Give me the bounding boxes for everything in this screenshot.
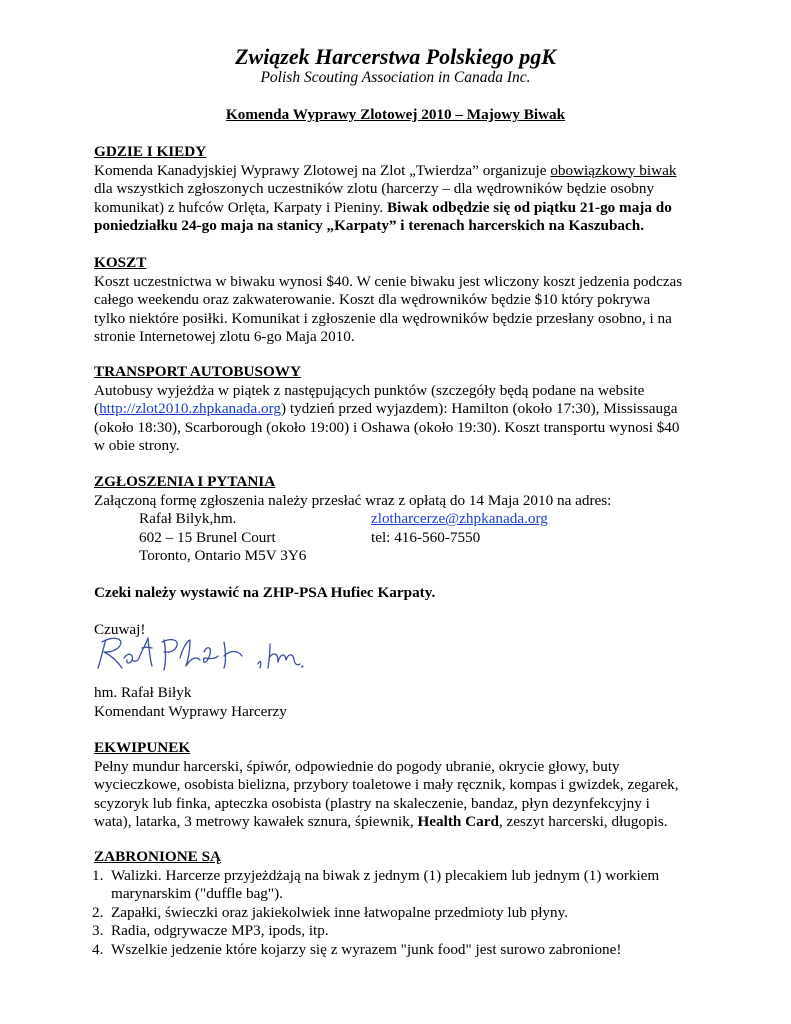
list-item-number: 4. bbox=[92, 940, 104, 958]
list-item-number: 2. bbox=[92, 903, 104, 921]
section-title-cost: KOSZT bbox=[94, 254, 147, 271]
mandatory-bivouac-underlined: obowiązkowy biwak bbox=[550, 161, 677, 179]
list-item bbox=[94, 922, 734, 941]
transport-line-1: Autobusy wyjeżdża w piątek z następujących punktów (szczegóły będą podane na website bbox=[94, 381, 645, 399]
transport-paren: ( bbox=[94, 400, 100, 418]
bivouac-location-bold: poniedziałku 24-go maja na stanicy „Karpaty” i terenach harcerskich na Kaszubach. bbox=[94, 217, 645, 235]
address-row-1 bbox=[94, 510, 734, 529]
section-applications bbox=[94, 473, 734, 566]
list-item-text-continued: marynarskim ("duffle bag"). bbox=[111, 885, 283, 903]
section-title-equipment: EKWIPUNEK bbox=[94, 739, 191, 756]
cheques-note: Czeki należy wystawić na ZHP-PSA Hufiec Karpaty. bbox=[94, 584, 436, 601]
equipment-text-4b: , zeszyt harcerski, długopis. bbox=[498, 813, 668, 831]
bivouac-dates-bold: Biwak odbędzie się od piątku 21-go maja do bbox=[386, 198, 672, 216]
organization-title: Związek Harcerstwa Polskiego pgK bbox=[235, 44, 556, 69]
list-item bbox=[94, 941, 734, 960]
cost-line: Koszt uczestnictwa w biwaku wynosi $40. W cenie biwaku jest wliczony koszt jedzenia podczas bbox=[94, 272, 683, 290]
contact-street: 602 – 15 Brunel Court bbox=[139, 528, 276, 546]
contact-name: Rafał Bilyk,hm. bbox=[139, 510, 237, 528]
where-when-line-4 bbox=[94, 217, 734, 236]
where-when-text-3: komunikat) z hufców Orlęta, Karpaty i Pieniny. bbox=[94, 198, 387, 216]
equipment-line-2: wycieczkowe, osobista bielizna, przybory toaletowe i mały ręcznik, kompas i gwizdek, zegarek, bbox=[94, 776, 679, 794]
list-item-text: Wszelkie jedzenie które kojarzy się z wyrazem "junk food" jest surowo zabronione! bbox=[111, 940, 622, 958]
contact-email-link[interactable]: zlotharcerze@zhpkanada.org bbox=[371, 510, 548, 528]
health-card-bold: Health Card bbox=[417, 813, 499, 831]
list-item-text: Walizki. Harcerze przyjeżdżają na biwak z jednym (1) plecakiem lub jednym (1) workiem bbox=[111, 866, 660, 884]
where-when-text-1: Komenda Kanadyjskiej Wyprawy Zlotowej na Zlot „Twierdza” organizuje bbox=[94, 161, 551, 179]
cost-line: stronie Internetowej zlotu 6-go Maja 2010. bbox=[94, 328, 355, 346]
contact-phone: tel: 416-560-7550 bbox=[371, 528, 481, 546]
forbidden-list bbox=[94, 867, 734, 960]
address-row-2 bbox=[94, 529, 734, 548]
equipment-line-4 bbox=[94, 813, 734, 832]
section-equipment bbox=[94, 739, 734, 832]
signatory-name: hm. Rafał Biłyk bbox=[94, 684, 192, 701]
section-cost bbox=[94, 254, 734, 347]
address-row-3 bbox=[94, 547, 734, 566]
transport-line-4: w obie strony. bbox=[94, 437, 180, 455]
equipment-text-4a: wata), latarka, 3 metrowy kawałek sznura, śpiewnik, bbox=[94, 813, 418, 831]
website-link[interactable]: http://zlot2010.zhpkanada.org bbox=[99, 400, 281, 418]
transport-line-2 bbox=[94, 400, 734, 419]
list-item-number: 1. bbox=[92, 866, 104, 884]
list-item-number: 3. bbox=[92, 922, 104, 940]
section-forbidden bbox=[94, 848, 734, 960]
contact-city: Toronto, Ontario M5V 3Y6 bbox=[139, 547, 307, 565]
equipment-line-1: Pełny mundur harcerski, śpiwór, odpowiednie do pogody ubranie, okrycie głowy, buty bbox=[94, 757, 620, 775]
signatory-role: Komendant Wyprawy Harcerzy bbox=[94, 702, 287, 720]
section-transport bbox=[94, 363, 734, 456]
organization-subtitle: Polish Scouting Association in Canada Inc. bbox=[260, 69, 531, 86]
transport-line-3: (około 18:30), Scarborough (około 19:00) i Oshawa (około 19:30). Koszt transportu wynosi $40 bbox=[94, 418, 680, 436]
where-when-line-3 bbox=[94, 199, 734, 218]
section-title-applications: ZGŁOSZENIA I PYTANIA bbox=[94, 473, 276, 490]
section-title-transport: TRANSPORT AUTOBUSOWY bbox=[94, 363, 301, 380]
greeting: Czuwaj! bbox=[94, 621, 146, 638]
where-when-line-1 bbox=[94, 162, 734, 181]
transport-line-2-rest: ) tydzień przed wyjazdem): Hamilton (około 17:30), Mississauga bbox=[281, 400, 678, 418]
cost-line: tylko niektóre posiłki. Komunikat i zgłoszenie dla wędrowników będzie przesłany osobno, i na bbox=[94, 309, 672, 327]
cost-line: całego weekendu oraz zakwaterowanie. Koszt dla wędrowników będzie $10 który pokrywa bbox=[94, 291, 651, 309]
section-title-forbidden: ZABRONIONE SĄ bbox=[94, 848, 222, 865]
document-heading: Komenda Wyprawy Zlotowej 2010 – Majowy Biwak bbox=[225, 106, 566, 123]
list-item bbox=[94, 867, 734, 904]
where-when-line-2: dla wszystkich zgłoszonych uczestników zlotu (harcerzy – dla wędrowników będzie osobny bbox=[94, 180, 655, 198]
list-item-text: Zapałki, świeczki oraz jakiekolwiek inne łatwopalne przedmioty lub płyny. bbox=[111, 903, 569, 921]
equipment-line-3: scyzoryk lub finka, apteczka osobista (plastry na skaleczenie, bandaz, płyn dezynfekcyjny i bbox=[94, 794, 650, 812]
list-item bbox=[94, 904, 734, 923]
section-title-where-when: GDZIE I KIEDY bbox=[94, 143, 207, 160]
list-item-text: Radia, odgrywacze MP3, ipods, itp. bbox=[111, 922, 329, 940]
signature-block bbox=[94, 684, 734, 721]
handwritten-signature bbox=[92, 632, 307, 676]
applications-intro: Załączoną formę zgłoszenia należy przesłać wraz z opłatą do 14 Maja 2010 na adres: bbox=[94, 491, 612, 509]
section-where-when bbox=[94, 143, 734, 236]
